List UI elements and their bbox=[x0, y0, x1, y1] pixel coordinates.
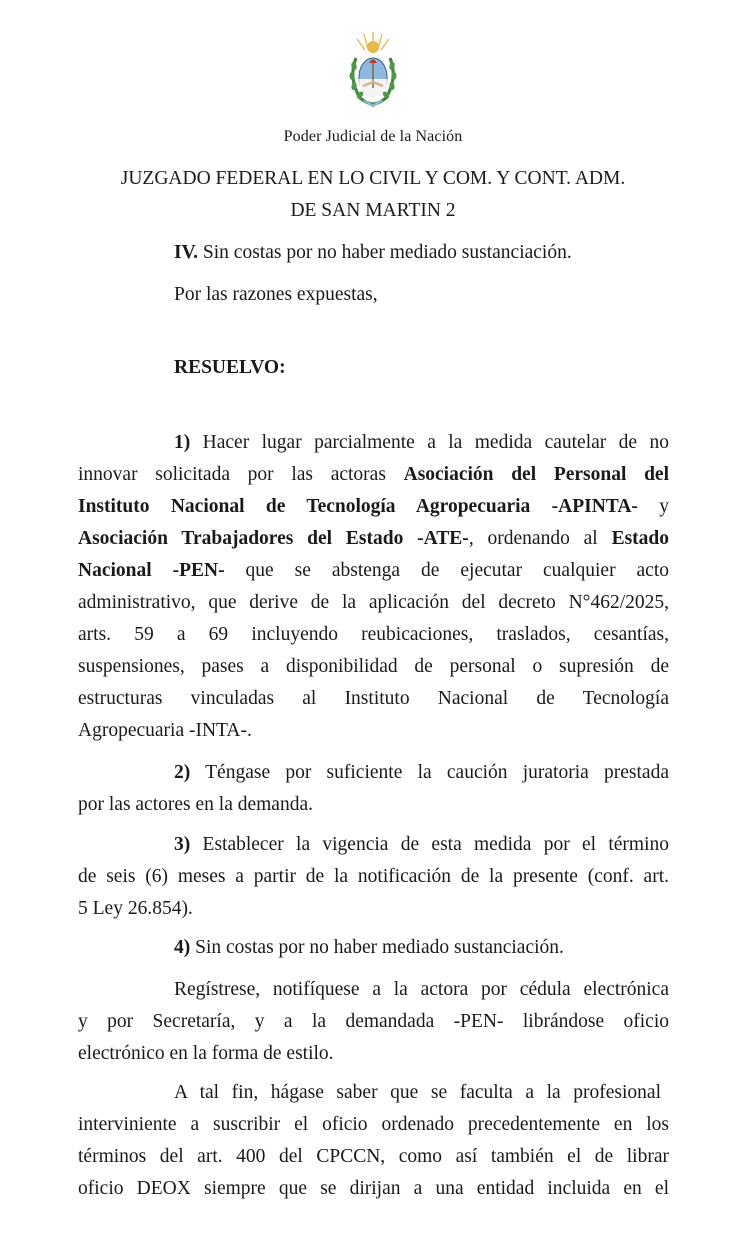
reasons-line bbox=[174, 279, 669, 311]
paragraph-5 bbox=[78, 974, 669, 1070]
paragraph-1-line-5b: que se abstenga de ejecutar cualquier acto bbox=[224, 560, 670, 581]
paragraph-1-line-2a: innovar solicitada por las actoras bbox=[78, 464, 404, 485]
paragraph-1-line-4a: Asociación Trabajadores del Estado -ATE- bbox=[78, 528, 469, 549]
paragraph-1-line-4c: Estado bbox=[611, 528, 669, 549]
paragraph-3 bbox=[78, 829, 669, 925]
paragraph-3-number: 3) bbox=[174, 834, 191, 855]
paragraph-5-line-2: y por Secretaría, y a la demandada -PEN- librándose oficio bbox=[78, 1011, 669, 1032]
paragraph-1-line-3a: Instituto Nacional de Tecnología Agropecuaria -APINTA- bbox=[78, 496, 638, 517]
paragraph-1-number: 1) bbox=[174, 432, 191, 453]
section-iv bbox=[174, 237, 669, 269]
paragraph-2-line-2: por las actores en la demanda. bbox=[78, 794, 313, 815]
court-name bbox=[0, 163, 730, 227]
institution-name: Poder Judicial de la Nación bbox=[283, 128, 463, 145]
paragraph-1-line-6: administrativo, que derive de la aplicación del decreto N°462/2025, bbox=[78, 592, 669, 613]
court-name-line-1: JUZGADO FEDERAL EN LO CIVIL Y COM. Y CONT. ADM. bbox=[120, 168, 626, 189]
paragraph-1-line-5a: Nacional -PEN- bbox=[78, 560, 225, 581]
paragraph-6-line-4: oficio DEOX siempre que se dirijan a una entidad incluida en el bbox=[78, 1178, 669, 1199]
paragraph-1-line-10: Agropecuaria -INTA-. bbox=[78, 720, 252, 741]
paragraph-6 bbox=[78, 1077, 669, 1205]
paragraph-6-line-3: términos del art. 400 del CPCCN, como así también el de librar bbox=[78, 1146, 669, 1167]
paragraph-6-line-1: A tal fin, hágase saber que se faculta a la profesional bbox=[174, 1082, 661, 1103]
paragraph-4-number: 4) bbox=[174, 937, 191, 958]
reasons-text: Por las razones expuestas, bbox=[174, 284, 378, 305]
paragraph-1-line-4b: , ordenando al bbox=[468, 528, 612, 549]
paragraph-2 bbox=[78, 757, 669, 821]
resuelvo-heading bbox=[174, 352, 669, 384]
paragraph-5-line-3: electrónico en la forma de estilo. bbox=[78, 1043, 334, 1064]
paragraph-5-line-1: Regístrese, notifíquese a la actora por cédula electrónica bbox=[174, 979, 669, 1000]
paragraph-3-line-2: de seis (6) meses a partir de la notificación de la presente (conf. art. bbox=[78, 866, 669, 887]
resuelvo-text: RESUELVO: bbox=[174, 357, 286, 378]
paragraph-1-line-3b: y bbox=[637, 496, 669, 517]
paragraph-4 bbox=[174, 932, 669, 964]
argentina-coat-of-arms-icon bbox=[346, 30, 400, 108]
paragraph-1-line-7: arts. 59 a 69 incluyendo reubicaciones, traslados, cesantías, bbox=[78, 624, 669, 645]
paragraph-1-line-1: Hacer lugar parcialmente a la medida cautelar de no bbox=[190, 432, 669, 453]
section-iv-text: Sin costas por no haber mediado sustanciación. bbox=[198, 242, 572, 263]
paragraph-1 bbox=[78, 427, 669, 747]
court-name-line-2: DE SAN MARTIN 2 bbox=[290, 200, 456, 221]
paragraph-4-line-1: Sin costas por no haber mediado sustanciación. bbox=[190, 937, 564, 958]
paragraph-2-number: 2) bbox=[174, 762, 191, 783]
paragraph-1-line-9: estructuras vinculadas al Instituto Nacional de Tecnología bbox=[78, 688, 669, 709]
paragraph-3-line-1: Establecer la vigencia de esta medida por el término bbox=[190, 834, 669, 855]
paragraph-1-line-8: suspensiones, pases a disponibilidad de personal o supresión de bbox=[78, 656, 669, 677]
paragraph-1-line-2b: Asociación del Personal del bbox=[403, 464, 669, 485]
section-iv-label: IV. bbox=[174, 242, 199, 263]
paragraph-2-line-1: Téngase por suficiente la caución juratoria prestada bbox=[190, 762, 669, 783]
paragraph-3-line-3: 5 Ley 26.854). bbox=[78, 898, 193, 919]
paragraph-6-line-2: interviniente a suscribir el oficio ordenado precedentemente en los bbox=[78, 1114, 669, 1135]
